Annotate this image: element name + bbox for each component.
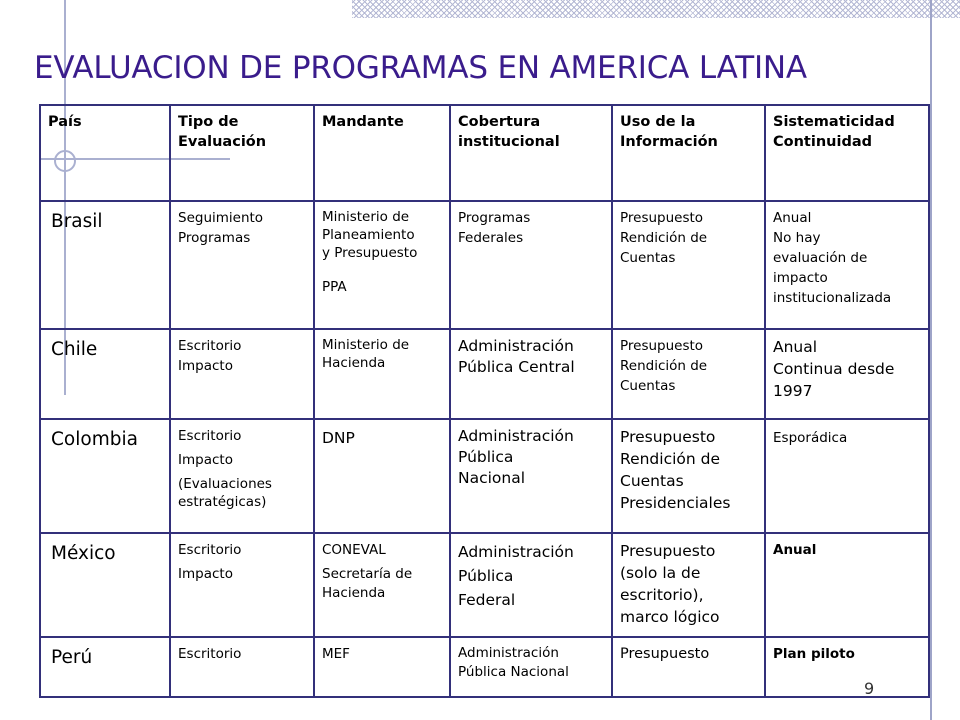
cell-line: estratégicas) [178, 494, 267, 510]
cell-line: Presupuesto [620, 542, 716, 560]
table-row-peru [40, 637, 929, 697]
cell-line: Administración [458, 337, 574, 355]
header-sistematicidad [765, 105, 929, 201]
cobertura-cell [450, 533, 612, 637]
table-row-colombia [40, 419, 929, 533]
cell-line: Ministerio de [322, 337, 410, 353]
cell-line: Escritorio [178, 338, 242, 354]
sistematicidad-cell [765, 201, 929, 329]
country-cell: México [40, 533, 170, 637]
cell-line: 1997 [773, 382, 813, 400]
cell-line: Anual [773, 210, 812, 226]
mandante-cell [314, 329, 450, 419]
decorative-pattern-band [352, 0, 960, 18]
sistematicidad-cell: Plan piloto [765, 637, 929, 697]
header-sistematicidad-line: Sistematicidad [773, 114, 895, 130]
header-cobertura-line: Cobertura [458, 114, 541, 130]
cell-line: Pública [458, 567, 514, 585]
header-tipo [170, 105, 314, 201]
cell-line: Administración [458, 645, 559, 661]
header-cobertura [450, 105, 612, 201]
cell-line: Presupuesto [620, 210, 704, 226]
header-tipo-line: Tipo de [178, 114, 239, 130]
tipo-cell [170, 419, 314, 533]
cell-line: No hay [773, 230, 821, 246]
tipo-cell: Escritorio [170, 637, 314, 697]
cell-line: CONEVAL [322, 542, 386, 558]
cell-line: Impacto [178, 566, 233, 582]
cell-line: Seguimiento [178, 210, 264, 226]
cell-line: Continua desde [773, 360, 895, 378]
cell-line: Rendición de [620, 358, 708, 374]
cell-line: Cuentas [620, 378, 676, 394]
cell-line: Hacienda [322, 585, 386, 601]
slide-number: 9 [864, 679, 875, 698]
sistematicidad-cell [765, 329, 929, 419]
cell-line: PPA [322, 279, 347, 295]
cell-line: escritorio), [620, 586, 704, 604]
cell-line: Escritorio [178, 542, 242, 558]
tipo-cell [170, 329, 314, 419]
header-cobertura-line: institucional [458, 134, 560, 150]
cell-line: Rendición de [620, 230, 708, 246]
header-uso-line: Información [620, 134, 718, 150]
sistematicidad-cell: Anual [765, 533, 929, 637]
cell-line: Ministerio de [322, 209, 410, 225]
cell-line: Hacienda [322, 355, 386, 371]
cell-line: Impacto [178, 452, 233, 468]
header-pais-label: País [48, 114, 82, 130]
cell-line: (solo la de [620, 564, 701, 582]
evaluation-table [39, 104, 930, 698]
uso-cell [612, 419, 765, 533]
country-cell: Chile [40, 329, 170, 419]
table-header-row [40, 105, 929, 201]
mandante-cell: MEF [314, 637, 450, 697]
cell-line: Administración [458, 427, 574, 445]
country-cell: Colombia [40, 419, 170, 533]
header-tipo-line: Evaluación [178, 134, 267, 150]
table-row-mexico [40, 533, 929, 637]
cell-line: marco lógico [620, 608, 720, 626]
cell-line: Programas [458, 210, 531, 226]
mandante-cell [314, 533, 450, 637]
cell-line: impacto [773, 270, 828, 286]
decorative-vertical-line-right [930, 0, 932, 720]
cell-line: evaluación de [773, 250, 868, 266]
cell-line: Cuentas [620, 472, 684, 490]
header-mandante-label: Mandante [322, 114, 404, 130]
header-sistematicidad-line: Continuidad [773, 134, 872, 150]
slide-title: EVALUACION DE PROGRAMAS EN AMERICA LATINA [34, 50, 807, 86]
cell-line: institucionalizada [773, 290, 892, 306]
cell-line: Secretaría de [322, 566, 413, 582]
tipo-cell [170, 201, 314, 329]
header-uso-line: Uso de la [620, 114, 696, 130]
country-cell: Brasil [40, 201, 170, 329]
mandante-cell: DNP [314, 419, 450, 533]
table-row-chile [40, 329, 929, 419]
tipo-cell [170, 533, 314, 637]
cell-line: Administración [458, 543, 574, 561]
uso-cell [612, 201, 765, 329]
table-row-brasil [40, 201, 929, 329]
cell-line: Nacional [458, 469, 526, 487]
cobertura-cell [450, 329, 612, 419]
cell-line: Presidenciales [620, 494, 731, 512]
cell-line: Programas [178, 230, 251, 246]
cell-line: Federal [458, 591, 516, 609]
uso-cell: Presupuesto [612, 637, 765, 697]
uso-cell [612, 533, 765, 637]
cell-line: Federales [458, 230, 524, 246]
country-cell: Perú [40, 637, 170, 697]
header-pais [40, 105, 170, 201]
cell-line: Presupuesto [620, 428, 716, 446]
header-mandante [314, 105, 450, 201]
cobertura-cell [450, 637, 612, 697]
cell-line: Presupuesto [620, 338, 704, 354]
cell-line: Rendición de [620, 450, 721, 468]
cell-line: Planeamiento [322, 227, 415, 243]
cell-line: Anual [773, 338, 818, 356]
cobertura-cell [450, 201, 612, 329]
cell-line: Cuentas [620, 250, 676, 266]
mandante-cell [314, 201, 450, 329]
cell-line: (Evaluaciones [178, 476, 272, 492]
header-uso [612, 105, 765, 201]
cell-line: Escritorio [178, 428, 242, 444]
cell-line: Pública [458, 448, 514, 466]
sistematicidad-cell: Esporádica [765, 419, 929, 533]
cell-line: Pública Nacional [458, 664, 569, 680]
cell-line: y Presupuesto [322, 245, 418, 261]
cobertura-cell [450, 419, 612, 533]
uso-cell [612, 329, 765, 419]
cell-line: Pública Central [458, 358, 575, 376]
cell-line: Impacto [178, 358, 233, 374]
